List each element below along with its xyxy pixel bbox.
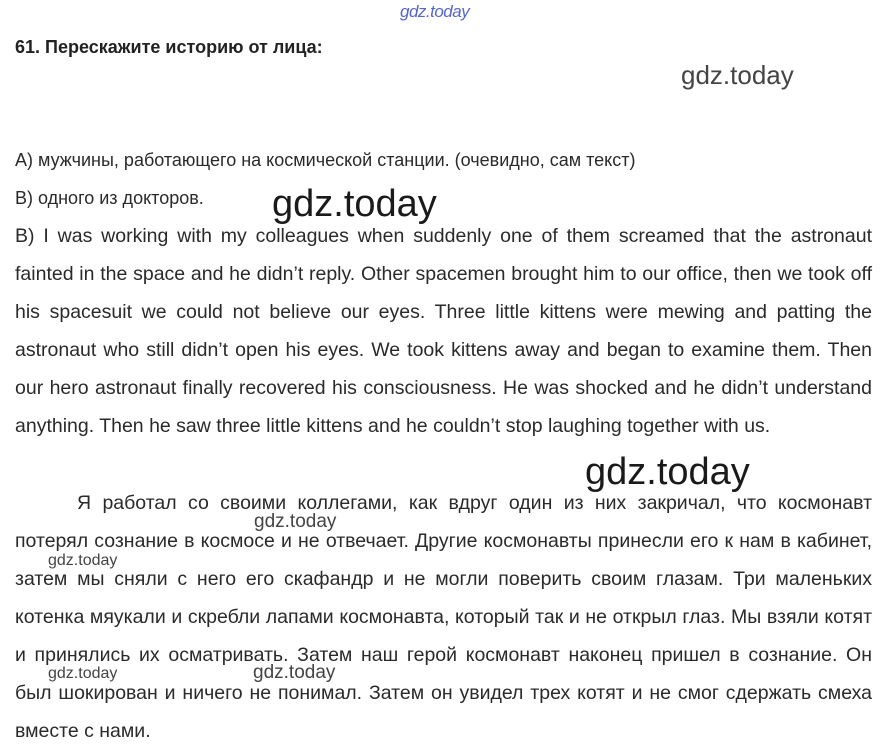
option-a-text: А) мужчины, работающего на космической станции. (очевидно, сам текст) [15, 150, 636, 170]
english-retelling-paragraph: В) I was working with my colleagues when suddenly one of them screamed that the astronaut fainted in the space and he didn’t reply. Other spacemen brought him to our office, then we took off his spacesuit we could not believe our eyes. Three little kittens were mewing and patting the astronaut who still didn’t open his eyes. We took kittens away and began to examine them. Then our hero astronaut finally recovered his consciousness. He was shocked and he didn’t understand anything. Then he saw three little kittens and he couldn’t stop laughing together with us. [15, 225, 872, 437]
watermark: gdz.today [681, 60, 794, 90]
option-b-text: В) одного из докторов. [15, 188, 204, 208]
watermark: gdz.today [254, 511, 337, 532]
watermark: gdz.today [253, 662, 336, 683]
russian-translation-paragraph: Я работал со своими коллегами, как вдруг один из них закричал, что космонавт потерял сознание в космосе и не отвечает. Другие космонавты принесли его к нам в кабинет, затем мы сняли с него его скафандр и не могли поверить своим глазам. Три маленьких котенка мяукали и скребли лапами космонавта, который так и не открыл глаз. Мы взяли котят и принялись их осматривать. Затем наш герой космонавт наконец пришел в сознание. Он был шокирован и ничего не понимал. Затем он увидел трех котят и не смог сдержать смеха вместе с нами. [15, 492, 872, 742]
watermark-top: gdz.today [400, 2, 470, 21]
watermark: gdz.today [585, 451, 750, 493]
watermark: gdz.today [48, 552, 118, 569]
exercise-title: 61. Перескажите историю от лица: [15, 37, 323, 57]
watermark: gdz.today [48, 665, 118, 682]
watermark: gdz.today [272, 183, 437, 225]
